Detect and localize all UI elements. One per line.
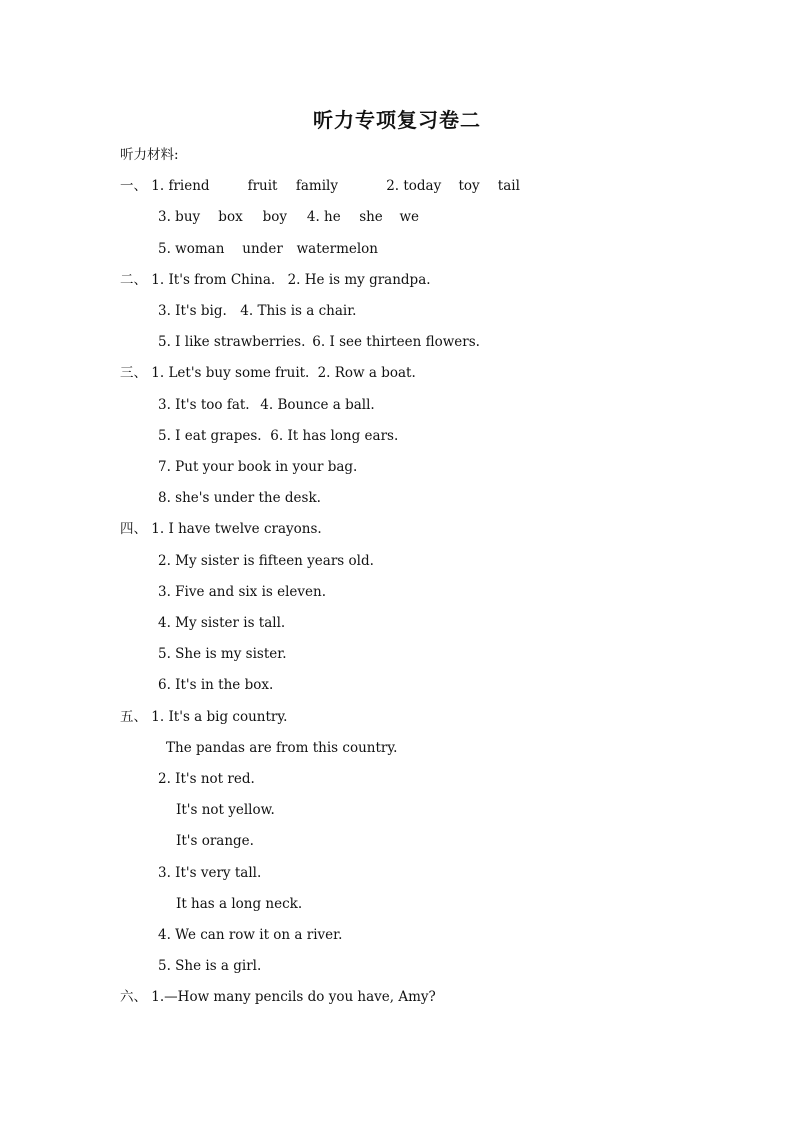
section-5-line-4: 4. We can row it on a river. bbox=[158, 927, 343, 943]
section-marker: 六、 bbox=[120, 989, 147, 1005]
word-item: box bbox=[218, 209, 243, 225]
sentence-item: 1. Let's buy some fruit. bbox=[151, 365, 310, 381]
sentence-item: 2. Row a boat. bbox=[317, 365, 416, 381]
sentence-item: 4. This is a chair. bbox=[240, 303, 357, 319]
materials-label: 听力材料: bbox=[120, 147, 179, 163]
section-2-line-3 bbox=[158, 333, 480, 351]
section-5-line-2b: It's not yellow. bbox=[176, 802, 275, 818]
section-4-line-5: 5. She is my sister. bbox=[158, 646, 287, 662]
section-2-line-1 bbox=[120, 271, 431, 289]
word-item: under bbox=[242, 241, 283, 257]
sentence-item: 5. I eat grapes. bbox=[158, 428, 262, 444]
sentence-item: 6. I see thirteen flowers. bbox=[312, 334, 480, 350]
sentence-item: 1. It's from China. bbox=[151, 272, 276, 288]
sentence-item: 3. It's too fat. bbox=[158, 397, 250, 413]
section-5-line-3b: It has a long neck. bbox=[176, 896, 303, 912]
sentence-item: 4. Bounce a ball. bbox=[260, 397, 375, 413]
word-item: tail bbox=[497, 178, 520, 194]
section-3-line-5: 8. she's under the desk. bbox=[158, 490, 321, 506]
word-item: family bbox=[295, 178, 338, 194]
sentence-item: 6. It has long ears. bbox=[270, 428, 399, 444]
section-4-line-1 bbox=[120, 520, 322, 538]
word-item: 3. buy bbox=[158, 209, 201, 225]
sentence-item: 1. It's a big country. bbox=[151, 709, 288, 725]
word-item: boy bbox=[262, 209, 287, 225]
section-5-line-2: 2. It's not red. bbox=[158, 771, 255, 787]
section-4-line-3: 3. Five and six is eleven. bbox=[158, 584, 327, 600]
section-5-line-3: 3. It's very tall. bbox=[158, 865, 262, 881]
word-item: 2. today bbox=[386, 178, 442, 194]
section-3-line-1 bbox=[120, 364, 416, 382]
word-item: 4. he bbox=[306, 209, 341, 225]
sentence-item: 1. I have twelve crayons. bbox=[151, 521, 322, 537]
word-item: 1. friend bbox=[151, 178, 210, 194]
section-4-line-4: 4. My sister is tall. bbox=[158, 615, 286, 631]
word-item: we bbox=[399, 209, 420, 225]
section-1-line-2 bbox=[158, 208, 419, 226]
section-marker: 二、 bbox=[120, 272, 147, 288]
section-2-line-2 bbox=[158, 302, 356, 320]
word-item: toy bbox=[458, 178, 480, 194]
section-5-line-1 bbox=[120, 708, 287, 726]
section-5-line-2c: It's orange. bbox=[176, 833, 254, 849]
section-5-line-5: 5. She is a girl. bbox=[158, 958, 262, 974]
section-marker: 一、 bbox=[120, 178, 147, 194]
section-marker: 四、 bbox=[120, 521, 147, 537]
word-item: fruit bbox=[247, 178, 278, 194]
section-5-line-1b: The pandas are from this country. bbox=[166, 740, 398, 756]
section-1-line-1 bbox=[120, 177, 520, 195]
sentence-item: 3. It's big. bbox=[158, 303, 227, 319]
word-item: she bbox=[359, 209, 383, 225]
word-item: watermelon bbox=[296, 241, 378, 257]
sentence-item: 2. He is my grandpa. bbox=[287, 272, 431, 288]
section-marker: 三、 bbox=[120, 365, 147, 381]
section-marker: 五、 bbox=[120, 709, 147, 725]
section-6-line-1 bbox=[120, 988, 436, 1006]
section-4-line-2: 2. My sister is fifteen years old. bbox=[158, 553, 374, 569]
word-item: 5. woman bbox=[158, 241, 225, 257]
section-3-line-3 bbox=[158, 427, 398, 445]
page-title: 听力专项复习卷二 bbox=[313, 108, 481, 132]
sentence-item: 5. I like strawberries. bbox=[158, 334, 306, 350]
section-3-line-4: 7. Put your book in your bag. bbox=[158, 459, 358, 475]
section-3-line-2 bbox=[158, 396, 375, 414]
section-4-line-6: 6. It's in the box. bbox=[158, 677, 274, 693]
sentence-item: 1.—How many pencils do you have, Amy? bbox=[151, 989, 436, 1005]
section-1-line-3 bbox=[158, 240, 378, 258]
